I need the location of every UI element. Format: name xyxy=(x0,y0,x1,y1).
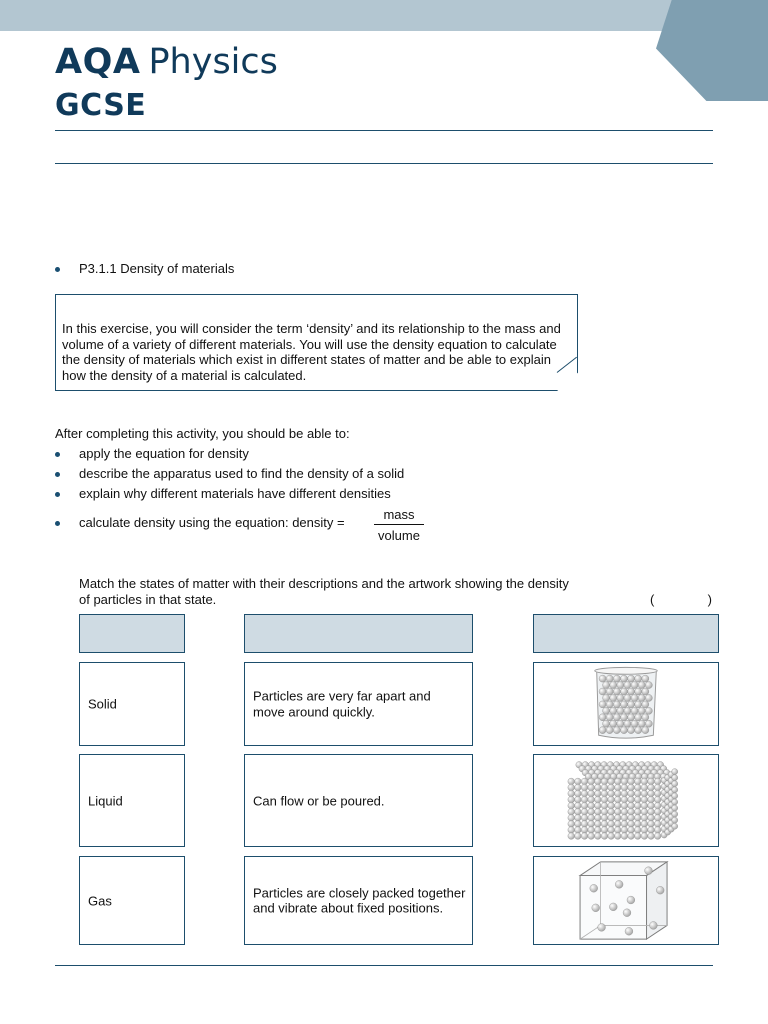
particle xyxy=(613,675,620,682)
particle xyxy=(621,821,628,828)
particle xyxy=(638,682,645,689)
particle xyxy=(581,821,588,828)
particle xyxy=(603,720,610,727)
particle xyxy=(614,778,621,785)
particle xyxy=(628,714,635,721)
particle xyxy=(645,694,652,701)
particle xyxy=(581,827,588,834)
density-fraction xyxy=(374,506,424,544)
particle xyxy=(608,833,615,840)
particle xyxy=(575,802,582,809)
particle xyxy=(634,821,641,828)
particle xyxy=(606,701,613,708)
particle xyxy=(638,694,645,701)
particle xyxy=(645,867,653,875)
state-card[interactable] xyxy=(79,662,185,746)
particle xyxy=(614,796,621,803)
particle xyxy=(672,823,678,829)
particle xyxy=(613,727,620,734)
particle xyxy=(581,790,588,797)
particle xyxy=(575,784,582,791)
particle xyxy=(672,811,678,817)
header-rule-bottom xyxy=(55,163,713,164)
particle xyxy=(606,675,613,682)
particle xyxy=(621,827,628,834)
particle xyxy=(614,827,621,834)
particle xyxy=(594,802,601,809)
marks-open: ( xyxy=(650,592,655,607)
particle xyxy=(581,796,588,803)
particle xyxy=(614,808,621,815)
particle xyxy=(631,694,638,701)
particle xyxy=(594,827,601,834)
particle xyxy=(588,814,595,821)
bullet-dot xyxy=(55,472,60,477)
particle xyxy=(601,778,608,785)
particle xyxy=(648,778,655,785)
particle xyxy=(648,814,655,821)
particle xyxy=(614,833,621,840)
particle xyxy=(641,821,648,828)
particle xyxy=(672,781,678,787)
particle xyxy=(610,682,617,689)
description-text: Particles are very far apart and move around quickly. xyxy=(253,688,431,719)
particle xyxy=(608,778,615,785)
particle xyxy=(617,707,624,714)
particle xyxy=(588,827,595,834)
particle xyxy=(615,880,623,888)
particle xyxy=(608,827,615,834)
particle xyxy=(620,675,627,682)
particle xyxy=(654,827,661,834)
particle xyxy=(608,784,615,791)
particle xyxy=(621,808,628,815)
particle xyxy=(603,707,610,714)
particle xyxy=(594,833,601,840)
particle xyxy=(588,784,595,791)
table-header-state xyxy=(79,614,185,653)
particle xyxy=(620,688,627,695)
particle xyxy=(608,796,615,803)
particle xyxy=(628,675,635,682)
particle xyxy=(568,802,575,809)
particle xyxy=(648,827,655,834)
particle xyxy=(603,682,610,689)
particle xyxy=(642,675,649,682)
particle xyxy=(608,790,615,797)
particle xyxy=(601,796,608,803)
particle xyxy=(601,833,608,840)
particle xyxy=(614,784,621,791)
particle xyxy=(568,778,575,785)
particle xyxy=(634,778,641,785)
objective-text: calculate density using the equation: density = xyxy=(79,515,345,530)
particle xyxy=(599,701,606,708)
particle xyxy=(575,790,582,797)
particle xyxy=(634,814,641,821)
particle xyxy=(568,784,575,791)
particle xyxy=(628,821,635,828)
particle xyxy=(613,701,620,708)
particle xyxy=(628,808,635,815)
header-band xyxy=(0,0,768,31)
particle xyxy=(606,714,613,721)
particle xyxy=(654,814,661,821)
particle xyxy=(568,808,575,815)
state-label: Liquid xyxy=(88,792,123,808)
bullet-dot xyxy=(55,452,60,457)
particle xyxy=(568,833,575,840)
particle xyxy=(594,778,601,785)
marks-bracket xyxy=(650,592,712,607)
footer-rule xyxy=(55,965,713,966)
particle xyxy=(648,796,655,803)
particle xyxy=(620,727,627,734)
brand-title xyxy=(55,42,278,82)
state-label: Gas xyxy=(88,892,112,908)
table-header-description xyxy=(244,614,473,653)
particle xyxy=(634,790,641,797)
particle xyxy=(599,675,606,682)
particle xyxy=(635,727,642,734)
particle xyxy=(641,778,648,785)
particle xyxy=(628,784,635,791)
particle xyxy=(581,802,588,809)
particle xyxy=(608,802,615,809)
particle xyxy=(575,814,582,821)
particle xyxy=(624,694,631,701)
particle xyxy=(642,727,649,734)
particle xyxy=(620,701,627,708)
particle xyxy=(588,821,595,828)
state-label: Solid xyxy=(88,696,117,712)
objectives-lead: After completing this activity, you should be able to: xyxy=(55,426,350,441)
particle xyxy=(628,688,635,695)
particle xyxy=(598,923,606,931)
particle xyxy=(624,682,631,689)
particle xyxy=(594,784,601,791)
particle xyxy=(654,796,661,803)
particle xyxy=(628,802,635,809)
particle xyxy=(568,796,575,803)
state-card[interactable] xyxy=(79,754,185,847)
particle xyxy=(621,784,628,791)
particle xyxy=(614,790,621,797)
particle xyxy=(635,701,642,708)
particle xyxy=(621,814,628,821)
particle xyxy=(628,833,635,840)
particle xyxy=(568,821,575,828)
particle xyxy=(601,784,608,791)
particle xyxy=(642,714,649,721)
particle xyxy=(649,922,657,930)
particle xyxy=(599,714,606,721)
particle xyxy=(628,814,635,821)
particle xyxy=(581,808,588,815)
description-card[interactable] xyxy=(244,662,473,746)
particle xyxy=(672,799,678,805)
particle xyxy=(568,790,575,797)
particle xyxy=(575,833,582,840)
artwork-card[interactable] xyxy=(533,856,719,945)
particle xyxy=(606,688,613,695)
fraction-numerator: mass xyxy=(383,507,415,522)
particle xyxy=(594,821,601,828)
particle xyxy=(641,796,648,803)
particle xyxy=(575,808,582,815)
artwork-card[interactable] xyxy=(533,754,719,847)
particle xyxy=(645,720,652,727)
particle xyxy=(621,833,628,840)
particle xyxy=(641,827,648,834)
fraction-bar xyxy=(374,524,424,525)
particle xyxy=(654,821,661,828)
particle xyxy=(641,808,648,815)
description-text: Can flow or be poured. xyxy=(253,792,385,808)
particle xyxy=(624,707,631,714)
particle xyxy=(620,714,627,721)
particle xyxy=(641,833,648,840)
particle xyxy=(617,694,624,701)
description-card[interactable] xyxy=(244,856,473,945)
particle xyxy=(608,821,615,828)
particle xyxy=(614,821,621,828)
bullet-dot xyxy=(55,521,60,526)
particle xyxy=(588,790,595,797)
particle xyxy=(601,802,608,809)
particle xyxy=(610,694,617,701)
particle xyxy=(601,827,608,834)
particle xyxy=(614,802,621,809)
particle xyxy=(617,682,624,689)
particle xyxy=(599,688,606,695)
particle xyxy=(614,814,621,821)
objective-text: explain why different materials have different densities xyxy=(79,486,391,501)
particle xyxy=(648,808,655,815)
particle xyxy=(654,808,661,815)
particle xyxy=(641,802,648,809)
particle xyxy=(588,833,595,840)
particle xyxy=(594,814,601,821)
table-header-artwork xyxy=(533,614,719,653)
particle xyxy=(631,720,638,727)
particle xyxy=(617,720,624,727)
particle xyxy=(634,833,641,840)
particle xyxy=(594,808,601,815)
particle xyxy=(581,784,588,791)
particle xyxy=(672,775,678,781)
particle xyxy=(568,814,575,821)
particle xyxy=(628,790,635,797)
particle xyxy=(625,927,633,935)
particle xyxy=(628,778,635,785)
particle xyxy=(635,714,642,721)
particle xyxy=(634,808,641,815)
particle xyxy=(631,707,638,714)
gas-box-icon xyxy=(534,857,718,944)
particle xyxy=(642,688,649,695)
particle xyxy=(628,796,635,803)
particle xyxy=(592,904,600,912)
particle xyxy=(601,821,608,828)
marks-close: ) xyxy=(707,592,712,607)
particle xyxy=(603,694,610,701)
particle xyxy=(628,727,635,734)
particle xyxy=(581,778,588,785)
intro-text: In this exercise, you will consider the term ‘density’ and its relationship to the mass and volume of a variety of different materials. You will use the density equation to calculate the density of materials which exist in different states of matter and be able to explain how the density of a material is calculated. xyxy=(62,321,561,383)
particle xyxy=(672,805,678,811)
particle xyxy=(634,784,641,791)
particle xyxy=(575,778,582,785)
header-rule-top xyxy=(55,130,713,131)
particle xyxy=(581,833,588,840)
objective-text: describe the apparatus used to find the density of a solid xyxy=(79,466,405,481)
particle xyxy=(627,896,635,904)
state-card[interactable] xyxy=(79,856,185,945)
artwork-card[interactable] xyxy=(533,662,719,746)
particle xyxy=(608,808,615,815)
packed-cube-icon xyxy=(534,755,718,846)
particle xyxy=(672,793,678,799)
description-text: Particles are closely packed together and vibrate about fixed positions. xyxy=(253,885,466,916)
particle xyxy=(590,884,598,892)
particle xyxy=(641,784,648,791)
particle xyxy=(656,886,664,894)
particle xyxy=(648,784,655,791)
particle xyxy=(628,701,635,708)
particle xyxy=(610,720,617,727)
particle xyxy=(642,701,649,708)
subject-title: Physics xyxy=(148,42,278,82)
particle xyxy=(634,802,641,809)
header-corner-tab xyxy=(656,0,768,101)
particle xyxy=(672,787,678,793)
particle xyxy=(601,814,608,821)
particle xyxy=(648,821,655,828)
particle xyxy=(635,688,642,695)
particle xyxy=(634,796,641,803)
particle xyxy=(601,808,608,815)
particle xyxy=(641,790,648,797)
particle xyxy=(628,827,635,834)
particle xyxy=(654,802,661,809)
particle xyxy=(601,790,608,797)
particle xyxy=(621,802,628,809)
beaker-particles-icon xyxy=(534,663,718,745)
particle xyxy=(672,769,678,775)
particle xyxy=(635,675,642,682)
particle xyxy=(594,796,601,803)
particle xyxy=(645,707,652,714)
particle xyxy=(654,784,661,791)
particle xyxy=(575,827,582,834)
particle xyxy=(588,802,595,809)
particle xyxy=(654,833,661,840)
particle xyxy=(609,903,617,911)
particle xyxy=(613,714,620,721)
particle xyxy=(638,707,645,714)
particle xyxy=(648,802,655,809)
description-card[interactable] xyxy=(244,754,473,847)
particle xyxy=(588,808,595,815)
particle xyxy=(588,796,595,803)
particle xyxy=(568,827,575,834)
particle xyxy=(575,821,582,828)
particle xyxy=(634,827,641,834)
particle xyxy=(648,833,655,840)
particle xyxy=(599,727,606,734)
brand-logo: AQA xyxy=(55,42,141,82)
particle xyxy=(654,790,661,797)
objective-text: apply the equation for density xyxy=(79,446,249,461)
particle xyxy=(645,682,652,689)
particle xyxy=(606,727,613,734)
particle xyxy=(648,790,655,797)
particle xyxy=(594,790,601,797)
particle xyxy=(672,817,678,823)
particle xyxy=(623,909,631,917)
level-title: GCSE xyxy=(55,88,147,123)
particle xyxy=(621,778,628,785)
task-instruction: Match the states of matter with their descriptions and the artwork showing the density of particles in that state. xyxy=(79,576,569,607)
particle xyxy=(581,814,588,821)
particle xyxy=(624,720,631,727)
bullet-dot xyxy=(55,267,60,272)
particle xyxy=(631,682,638,689)
particle xyxy=(610,707,617,714)
particle xyxy=(613,688,620,695)
particle xyxy=(638,720,645,727)
particle xyxy=(575,796,582,803)
particle xyxy=(641,814,648,821)
fraction-denominator: volume xyxy=(378,528,420,543)
topic-text: P3.1.1 Density of materials xyxy=(79,261,235,276)
particle xyxy=(588,778,595,785)
particle xyxy=(621,790,628,797)
particle xyxy=(621,796,628,803)
bullet-dot xyxy=(55,492,60,497)
particle xyxy=(608,814,615,821)
particle xyxy=(654,778,661,785)
